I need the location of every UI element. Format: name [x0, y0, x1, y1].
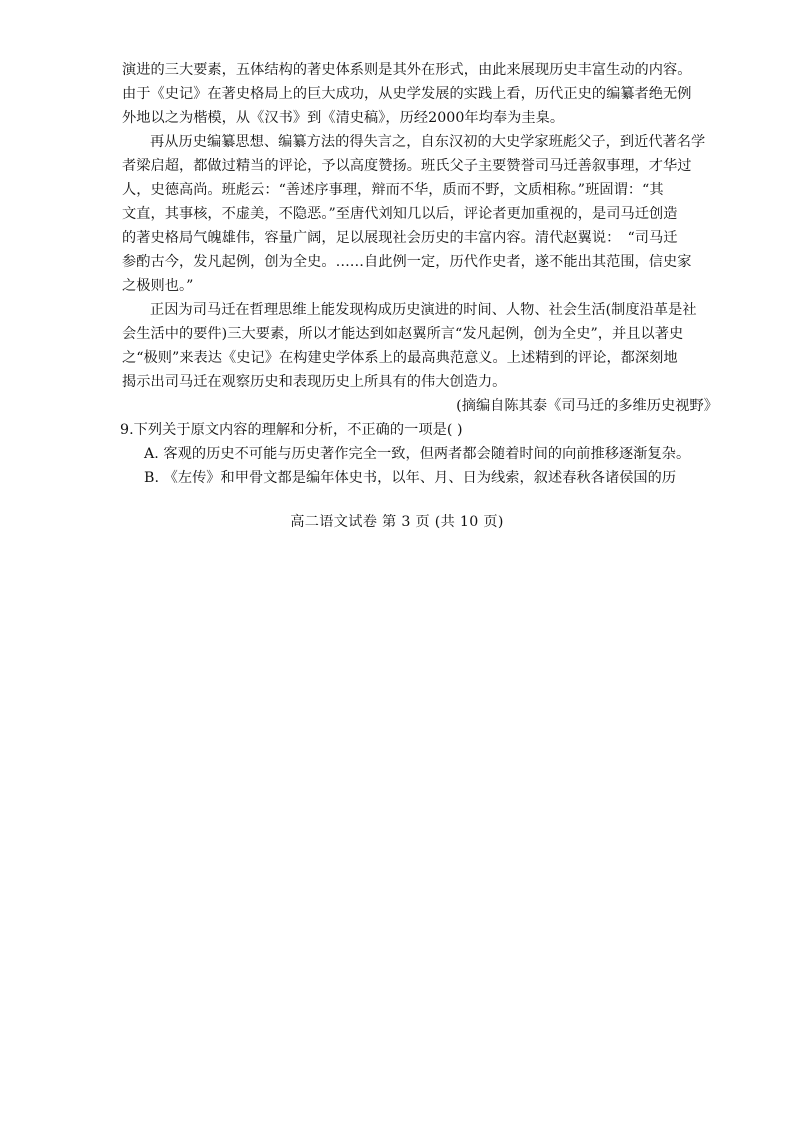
- page-footer: 高二语文试卷 第 3 页 (共 10 页): [290, 514, 504, 530]
- text-line: 正因为司马迁在哲理思维上能发现构成历史演进的时间、人物、社会生活(制度沿革是社: [150, 302, 697, 318]
- text-line: 者梁启超，都做过精当的评论，予以高度赞扬。班氏父子主要赞誉司马迁善叙事理，才华过: [122, 158, 692, 174]
- text-line: 揭示出司马迁在观察历史和表现历史上所具有的伟大创造力。: [122, 374, 507, 390]
- text-line: 参酌古今，发凡起例，创为全史。……自此例一定，历代作史者，遂不能出其范围，信史家: [122, 254, 692, 270]
- option-b: B. 《左传》和甲骨文都是编年体史书，以年、月、日为线索，叙述春秋各诸侯国的历: [144, 470, 677, 486]
- text-line: 由于《史记》在著史格局上的巨大成功，从史学发展的实践上看，历代正史的编纂者绝无例: [122, 86, 692, 102]
- option-a: A. 客观的历史不可能与历史著作完全一致，但两者都会随着时间的向前推移逐渐复杂。: [144, 446, 691, 462]
- text-line: 再从历史编纂思想、编纂方法的得失言之，自东汉初的大史学家班彪父子，到近代著名学: [150, 134, 706, 150]
- text-line: 之“极则”来表达《史记》在构建史学体系上的最高典范意义。上述精到的评论，都深刻地: [122, 350, 678, 366]
- paragraph-1-continued: [122, 58, 722, 130]
- text-line: 人，史德高尚。班彪云：“善述序事理，辩而不华，质而不野，文质相称。”班固谓：“其: [122, 182, 664, 198]
- source-citation: (摘编自陈其泰《司马迁的多维历史视野》: [456, 398, 718, 414]
- text-line: 的著史格局气魄雄伟，容量广阔，足以展现社会历史的丰富内容。清代赵翼说： “司马迁: [122, 230, 678, 246]
- text-line: 会生活中的要件)三大要素，所以才能达到如赵翼所言“发凡起例，创为全史”，并且以著史: [122, 326, 684, 342]
- paragraph-3: [122, 298, 722, 394]
- paragraph-2: [122, 130, 722, 298]
- question-9: [122, 418, 722, 490]
- question-stem: 9.下列关于原文内容的理解和分析，不正确的一项是( ): [120, 422, 463, 438]
- page-content: [122, 58, 722, 490]
- text-line: 之极则也。”: [122, 278, 194, 294]
- text-line: 演进的三大要素，五体结构的著史体系则是其外在形式，由此来展现历史丰富生动的内容。: [122, 62, 692, 78]
- text-line: 文直，其事核，不虚美，不隐恶。”至唐代刘知几以后，评论者更加重视的，是司马迁创造: [122, 206, 678, 222]
- text-line: 外地以之为楷模，从《汉书》到《清史稿》，历经2000年均奉为圭臬。: [122, 110, 565, 126]
